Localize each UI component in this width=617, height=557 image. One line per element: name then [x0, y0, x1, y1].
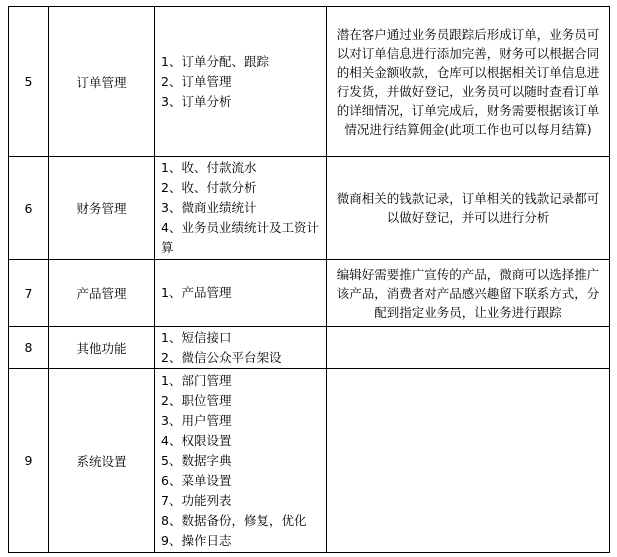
module-description [327, 369, 610, 553]
module-description: 微商相关的钱款记录，订单相关的钱款记录都可以做好登记，并可以进行分析 [327, 157, 610, 260]
module-name: 财务管理 [49, 157, 155, 260]
feature-list [155, 327, 327, 369]
feature-item: 1、产品管理 [161, 285, 232, 300]
feature-item: 9、操作日志 [161, 532, 232, 548]
feature-list [155, 260, 327, 327]
table-row [9, 7, 610, 157]
feature-item: 2、订单管理 [161, 73, 232, 89]
feature-item: 2、微信公众平台架设 [161, 349, 282, 365]
feature-item: 3、微商业绩统计 [161, 200, 257, 215]
feature-item: 4、权限设置 [161, 432, 232, 448]
feature-item: 2、职位管理 [161, 392, 232, 408]
module-description: 潜在客户通过业务员跟踪后形成订单，业务员可以对订单信息进行添加完善，财务可以根据合同的相关金额收款，仓库可以根据相关订单信息进行发货，并做好登记，业务员可以随时查看订单的详细情况，订单完成后，财务需要根据该订单情况进行结算佣金(此项工作也可以每月结算) [327, 7, 610, 157]
feature-item: 8、数据备份，修复，优化 [161, 512, 307, 528]
row-number: 8 [9, 327, 49, 369]
feature-item: 7、功能列表 [161, 492, 232, 508]
module-name: 订单管理 [49, 7, 155, 157]
feature-item: 1、短信接口 [161, 329, 232, 345]
table-row [9, 260, 610, 327]
feature-item: 2、收、付款分析 [161, 180, 257, 195]
module-name: 系统设置 [49, 369, 155, 553]
feature-item: 1、订单分配、跟踪 [161, 53, 269, 69]
module-description: 编辑好需要推广宣传的产品，微商可以选择推广该产品，消费者对产品感兴趣留下联系方式，分配到指定业务员，让业务进行跟踪 [327, 260, 610, 327]
row-number: 5 [9, 7, 49, 157]
module-name: 产品管理 [49, 260, 155, 327]
feature-item: 5、数据字典 [161, 452, 232, 468]
table-row [9, 369, 610, 553]
feature-item: 1、部门管理 [161, 372, 232, 388]
feature-item: 3、订单分析 [161, 93, 232, 109]
feature-item: 4、业务员业绩统计及工资计算 [161, 220, 319, 255]
table-row [9, 157, 610, 260]
row-number: 6 [9, 157, 49, 260]
feature-list [155, 369, 327, 553]
table-row [9, 327, 610, 369]
feature-list [155, 157, 327, 260]
module-name: 其他功能 [49, 327, 155, 369]
module-spec-table [8, 6, 610, 553]
row-number: 9 [9, 369, 49, 553]
feature-item: 1、收、付款流水 [161, 160, 257, 175]
feature-item: 3、用户管理 [161, 412, 232, 428]
module-description [327, 327, 610, 369]
row-number: 7 [9, 260, 49, 327]
feature-list [155, 7, 327, 157]
feature-item: 6、菜单设置 [161, 472, 232, 488]
